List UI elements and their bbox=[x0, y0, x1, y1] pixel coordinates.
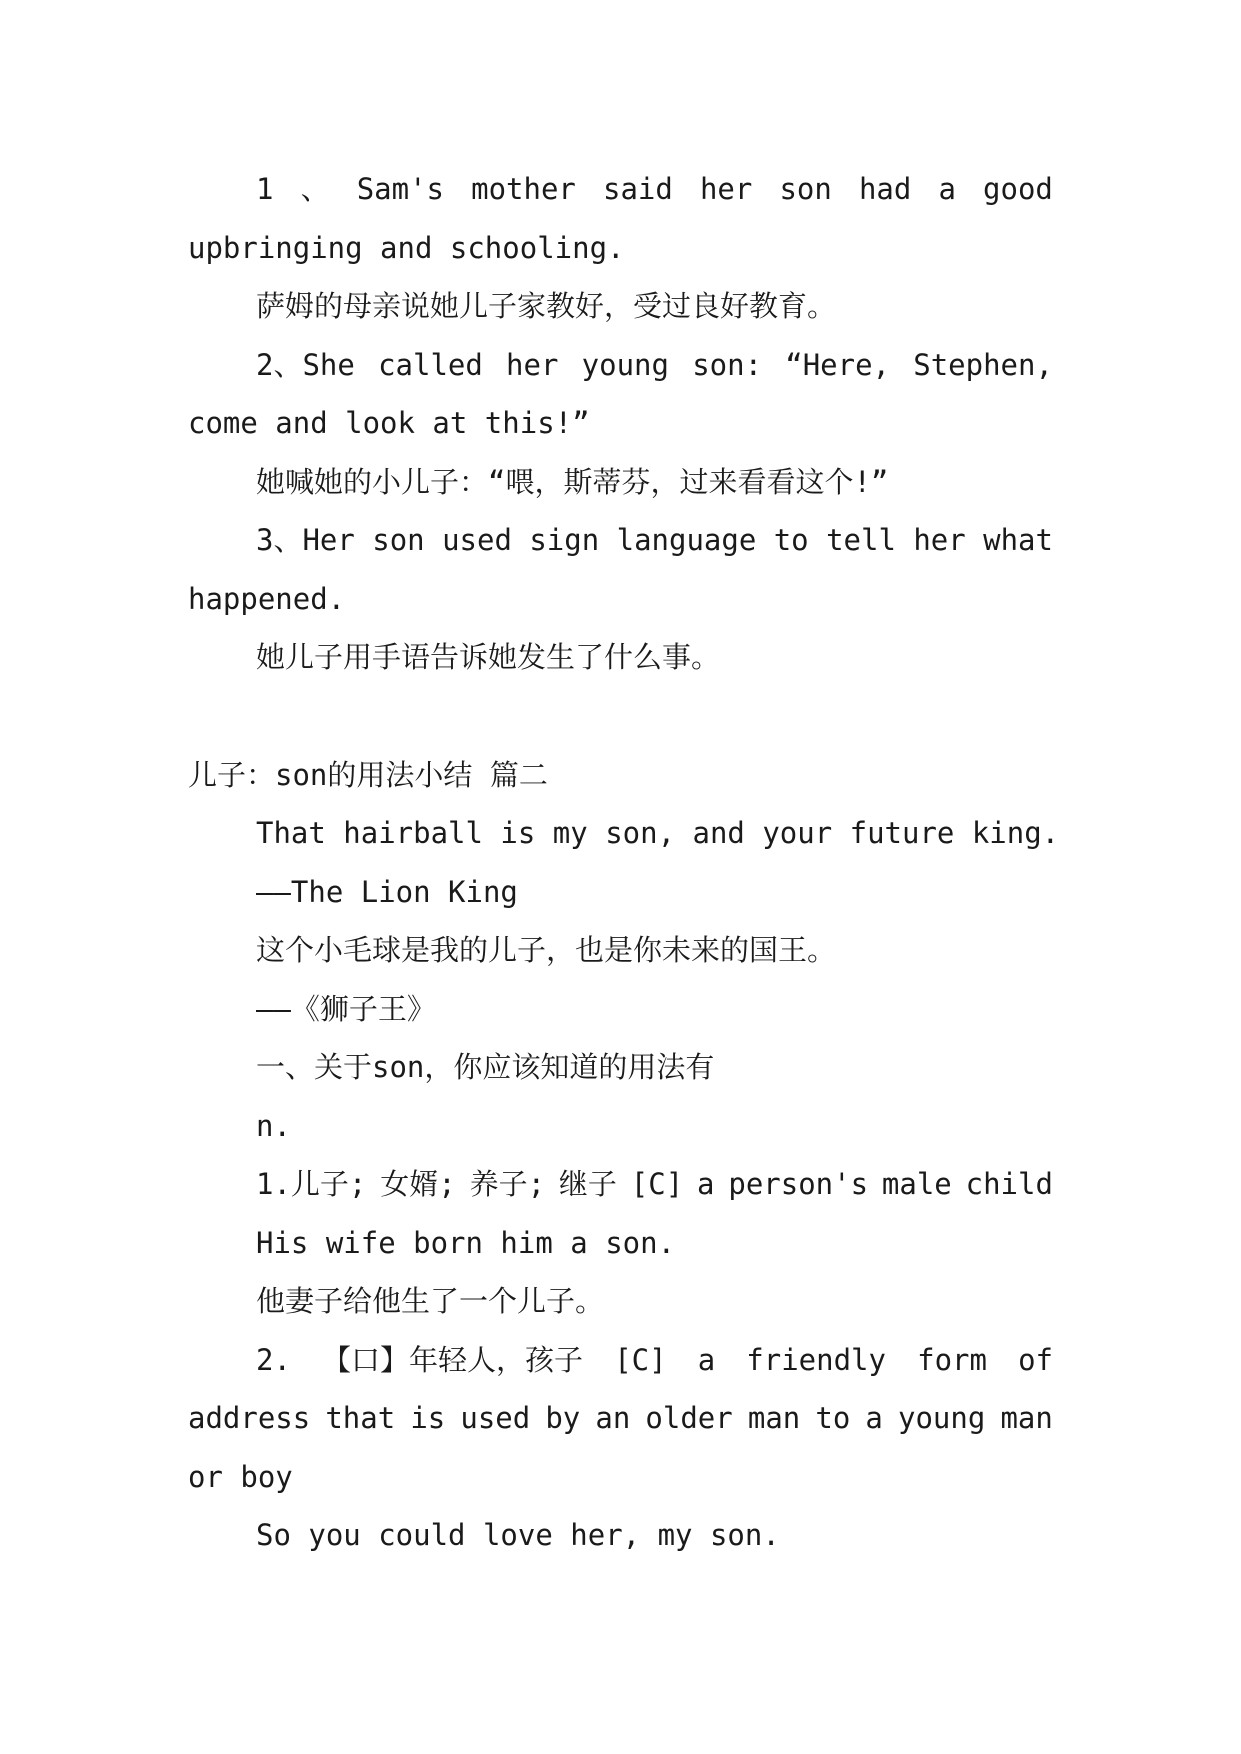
word: Sam's bbox=[356, 172, 445, 206]
word: is bbox=[410, 1401, 446, 1435]
word: friendly bbox=[746, 1342, 886, 1377]
word: used bbox=[442, 523, 512, 557]
word: man bbox=[747, 1401, 801, 1435]
word: had bbox=[858, 172, 912, 206]
word: 【口】年轻人，孩子 bbox=[322, 1342, 584, 1377]
definition-2-line2 bbox=[188, 1389, 1053, 1448]
word: to bbox=[815, 1401, 851, 1435]
item2-translation: 她喊她的小儿子：“喂，斯蒂芬，过来看看这个!” bbox=[256, 464, 889, 499]
word: sign bbox=[529, 523, 600, 557]
word: Stephen, bbox=[913, 347, 1053, 382]
part-of-speech: n. bbox=[256, 1108, 291, 1143]
word: her bbox=[506, 347, 559, 382]
item2-line2: come and look at this!” bbox=[188, 406, 590, 440]
quote-source-chinese: ——《狮子王》 bbox=[256, 991, 436, 1026]
word: good bbox=[983, 172, 1053, 206]
word: male bbox=[881, 1167, 952, 1201]
word: address bbox=[188, 1401, 311, 1435]
word: [C] bbox=[614, 1342, 667, 1377]
word: son: bbox=[692, 347, 763, 382]
word: young bbox=[581, 347, 669, 382]
word: said bbox=[603, 172, 673, 206]
word: 3、Her bbox=[256, 523, 355, 557]
item3-line1 bbox=[188, 511, 1053, 570]
item3-translation: 她儿子用手语告诉她发生了什么事。 bbox=[256, 640, 721, 674]
word: form bbox=[917, 1342, 987, 1377]
word: 、 bbox=[300, 172, 330, 206]
word: language bbox=[616, 523, 757, 557]
word: a bbox=[697, 1167, 715, 1201]
word: man bbox=[1000, 1401, 1053, 1435]
item1-line2: upbringing and schooling. bbox=[188, 230, 625, 265]
word: young bbox=[898, 1401, 986, 1435]
word: by bbox=[545, 1401, 581, 1435]
word: a bbox=[697, 1342, 716, 1377]
quote-chinese: 这个小毛球是我的儿子，也是你未来的国王。 bbox=[256, 933, 837, 967]
word: mother bbox=[471, 172, 576, 206]
word: son bbox=[779, 172, 832, 206]
word: a bbox=[865, 1401, 883, 1435]
word: used bbox=[460, 1401, 531, 1435]
usage-subheading: 一、关于son，你应该知道的用法有 bbox=[256, 1050, 715, 1084]
word: 1.儿子; bbox=[256, 1167, 367, 1201]
definition-2-line1 bbox=[188, 1331, 1053, 1390]
word: that bbox=[325, 1401, 396, 1435]
word: to bbox=[773, 523, 809, 557]
word: 2. bbox=[256, 1342, 291, 1377]
word: what bbox=[983, 523, 1053, 557]
word: older bbox=[645, 1401, 733, 1435]
word: son bbox=[372, 523, 425, 557]
word: called bbox=[378, 347, 483, 382]
word: 女婿; bbox=[380, 1167, 456, 1201]
document-page bbox=[188, 160, 1060, 1565]
definition-2-example-en: So you could love her, my son. bbox=[256, 1518, 780, 1552]
definition-1-example-zh: 他妻子给他生了一个儿子。 bbox=[256, 1284, 605, 1318]
section-gap bbox=[188, 687, 1053, 746]
quote-source-english: ——The Lion King bbox=[256, 874, 518, 909]
definition-1-example-en: His wife born him a son. bbox=[256, 1225, 676, 1260]
item2-line1 bbox=[188, 336, 1053, 395]
word: 2、She bbox=[256, 347, 355, 382]
item3-line2: happened. bbox=[188, 581, 346, 616]
word: child bbox=[965, 1167, 1053, 1201]
word: an bbox=[595, 1401, 631, 1435]
word: 1 bbox=[256, 172, 274, 206]
word: of bbox=[1018, 1342, 1053, 1377]
word: her bbox=[699, 172, 753, 206]
item1-translation: 萨姆的母亲说她儿子家教好，受过良好教育。 bbox=[256, 289, 837, 323]
item1-line1 bbox=[188, 160, 1053, 219]
word: person's bbox=[728, 1167, 869, 1201]
word: 继子 bbox=[558, 1167, 617, 1201]
word: tell bbox=[826, 523, 896, 557]
definition-2-line3: or boy bbox=[188, 1459, 293, 1494]
word: “Here, bbox=[785, 347, 891, 382]
quote-english: That hairball is my son, and your future king. bbox=[256, 816, 1060, 850]
word: [C] bbox=[630, 1167, 684, 1201]
word: 养子; bbox=[469, 1167, 546, 1201]
definition-1 bbox=[188, 1155, 1053, 1214]
word: her bbox=[913, 523, 966, 557]
word: a bbox=[938, 172, 956, 206]
section-heading: 儿子：son的用法小结 篇二 bbox=[188, 757, 548, 792]
